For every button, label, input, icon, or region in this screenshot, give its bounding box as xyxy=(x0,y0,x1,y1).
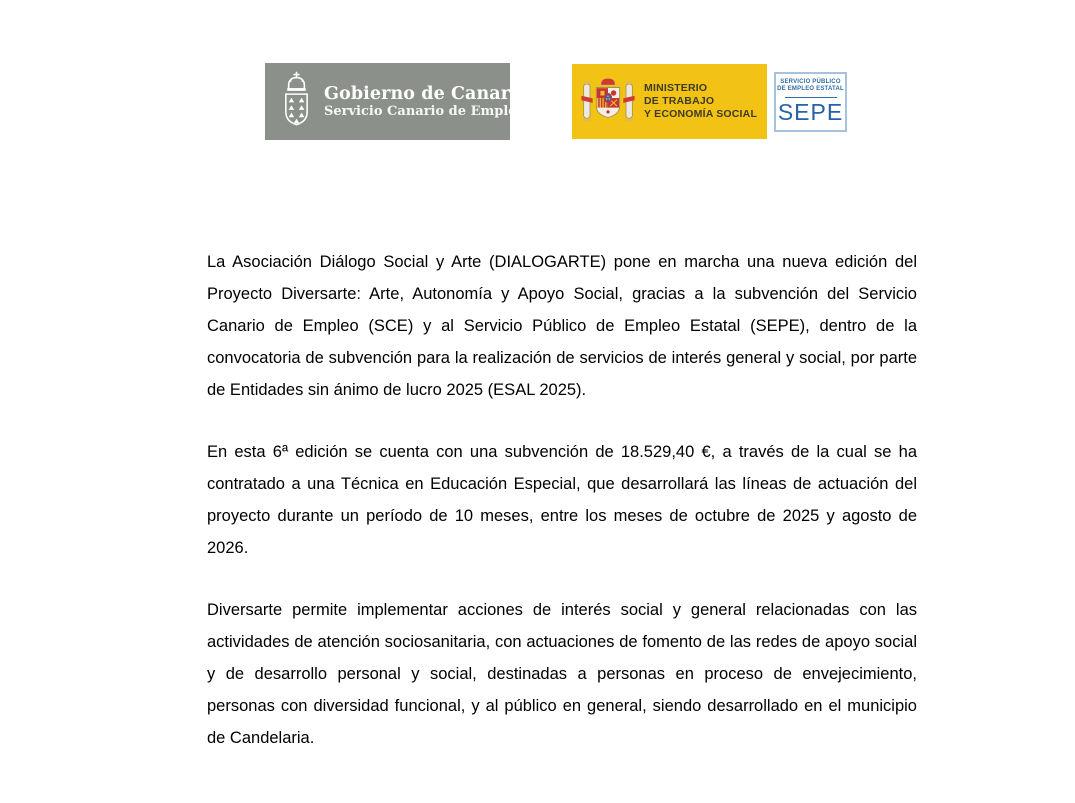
ministerio-logo-line-2: DE TRABAJO xyxy=(644,95,715,107)
paragraph-acciones: Diversarte permite implementar acciones de interés social y general relacionadas con las actividades de atención sociosanitaria, con actuaciones de fomento de las redes de apoyo social y de desarrollo personal y social, destinadas a personas en proceso de envejecimiento, personas con diversidad funcional, y al público en general, siendo desarrollado en el municipio de Candelaria. xyxy=(207,601,917,747)
sepe-logo-small-line-1: SERVICIO PÚBLICO xyxy=(780,79,841,85)
sepe-logo-small-line-2: DE EMPLEO ESTATAL xyxy=(777,86,844,92)
canarias-logo-text xyxy=(324,84,538,120)
sepe-logo-small-text xyxy=(777,79,844,93)
canarias-logo-title: Gobierno de Canarias xyxy=(324,83,539,104)
sepe-logo-divider xyxy=(785,97,837,98)
sepe-logo-acronym: SEPE xyxy=(777,99,844,125)
paragraph-subvencion: En esta 6ª edición se cuenta con una subvención de 18.529,40 €, a través de la cual se ha contratado a una Técnica en Educación Especial, que desarrollará las líneas de actuación del proyecto durante un período de 10 meses, entre los meses de octubre de 2025 y agosto de 2026. xyxy=(207,443,917,557)
canarias-logo-subtitle: Servicio Canario de Empleo xyxy=(324,103,526,119)
ministerio-logo-text xyxy=(644,82,757,121)
document-body xyxy=(207,246,917,784)
paragraph-intro: La Asociación Diálogo Social y Arte (DIALOGARTE) pone en marcha una nueva edición del Proyecto Diversarte: Arte, Autonomía y Apoyo Social, gracias a la subvención del Servicio Canario de Empleo (SCE) y al Servicio Público de Empleo Estatal (SEPE), dentro de la convocatoria de subvención para la realización de servicios de interés general y social, por parte de Entidades sin ánimo de lucro 2025 (ESAL 2025). xyxy=(207,253,917,399)
canarias-coat-of-arms-icon xyxy=(278,70,315,133)
spain-coat-of-arms-icon xyxy=(581,73,635,131)
ministerio-trabajo-logo xyxy=(572,64,767,139)
ministerio-logo-line-1: MINISTERIO xyxy=(644,82,708,94)
ministerio-logo-line-3: Y ECONOMÍA SOCIAL xyxy=(644,108,758,120)
sepe-logo xyxy=(774,72,847,132)
gobierno-canarias-logo xyxy=(265,63,539,140)
